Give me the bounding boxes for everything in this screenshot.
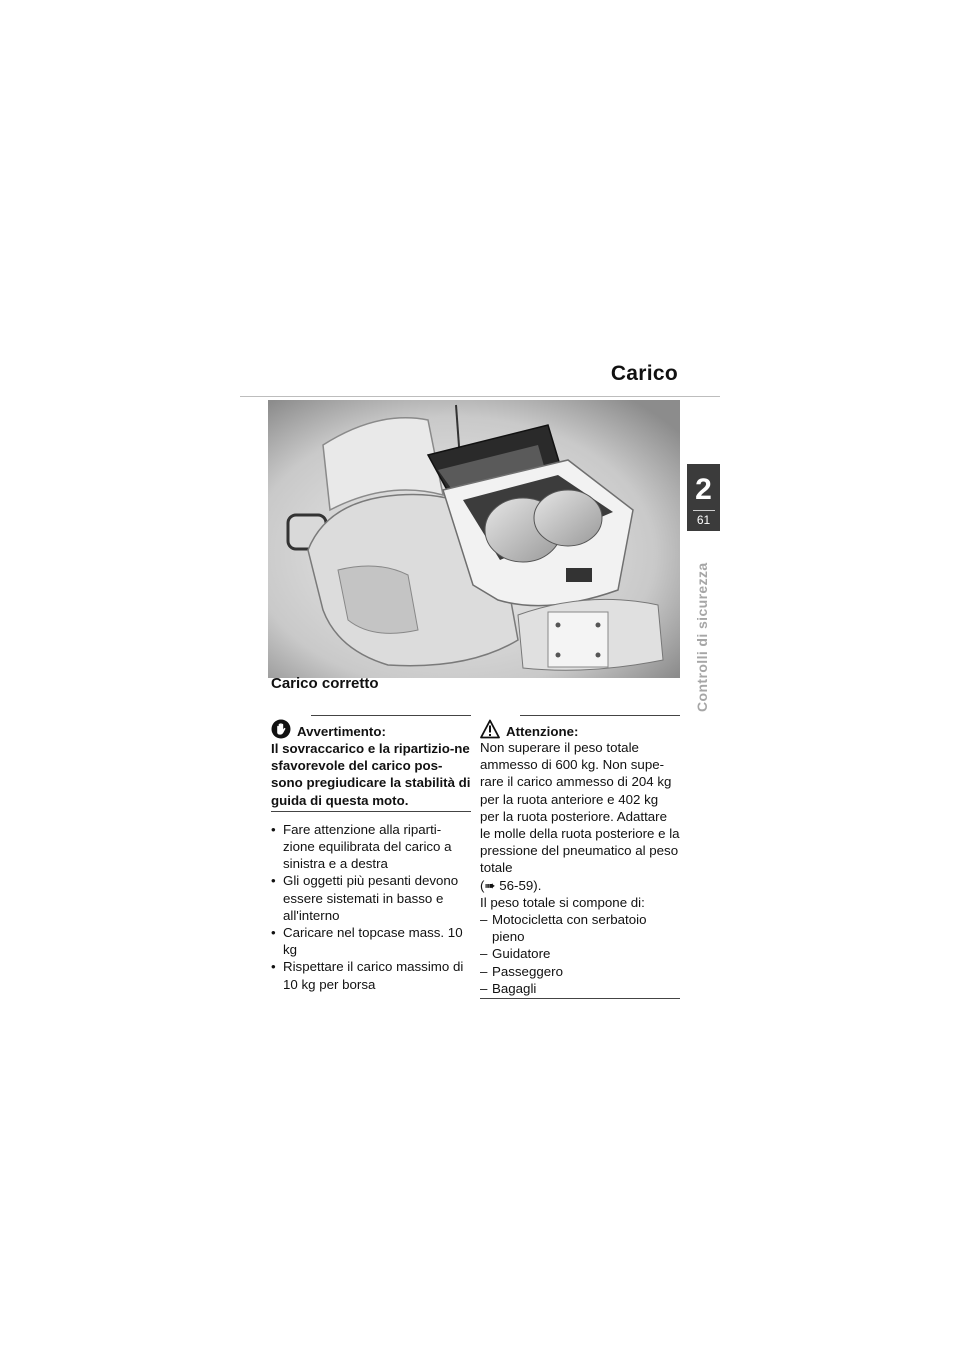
list-item: – Bagagli (480, 980, 680, 997)
list-item: – Passeggero (480, 963, 680, 980)
chapter-side-label: Controlli di sicurezza (694, 562, 710, 712)
caution-text: Non superare il peso totale ammesso di 600 kg. Non supe-rare il carico ammesso di 204 kg per la ruota anteriore e 402 kg per la ruota posteriore. Adattare le molle della ruota posteriore e la pressione del pneumatico al peso totale (480, 740, 680, 876)
title-rule (240, 396, 720, 397)
figure-caption: Carico corretto (271, 675, 379, 692)
list-item: – Guidatore (480, 945, 680, 962)
page-title: Carico (610, 362, 678, 385)
list-item: – Motocicletta con serbatoio pieno (480, 911, 680, 945)
warning-header (271, 715, 471, 739)
caution-intro: Il peso totale si compone di: (480, 894, 645, 910)
caution-body (480, 739, 680, 999)
warning-rule (311, 715, 471, 716)
motorcycle-topcase-illustration (268, 400, 680, 678)
chapter-tab (687, 464, 720, 531)
caution-dash-list (480, 911, 680, 997)
caution-header (480, 715, 680, 739)
warning-bullet-list (271, 821, 471, 993)
list-item: • Caricare nel topcase mass. 10 kg (271, 924, 471, 958)
list-item: • Gli oggetti più pesanti devono essere sistemati in basso e all'interno (271, 872, 471, 924)
list-item: • Rispettare il carico massimo di 10 kg per borsa (271, 958, 471, 992)
chapter-number: 2 (695, 473, 712, 506)
exclamation-triangle-icon (480, 719, 500, 739)
caution-column (480, 715, 680, 999)
caution-title: Attenzione: (506, 724, 579, 739)
caution-reference: (➠ 56-59). (480, 877, 542, 893)
list-item: • Fare attenzione alla riparti-zione equilibrata del carico a sinistra e a destra (271, 821, 471, 873)
caution-end-rule (480, 998, 680, 999)
warning-title: Avvertimento: (297, 724, 386, 739)
page-number: 61 (696, 513, 711, 527)
warning-text: Il sovraccarico e la ripartizio-ne sfavorevole del carico pos-sono pregiudicare la stabilità di guida di questa moto. (271, 740, 471, 812)
warning-column (271, 715, 471, 993)
chapter-divider (693, 510, 715, 511)
caution-rule (520, 715, 680, 716)
hand-stop-icon (271, 719, 291, 739)
